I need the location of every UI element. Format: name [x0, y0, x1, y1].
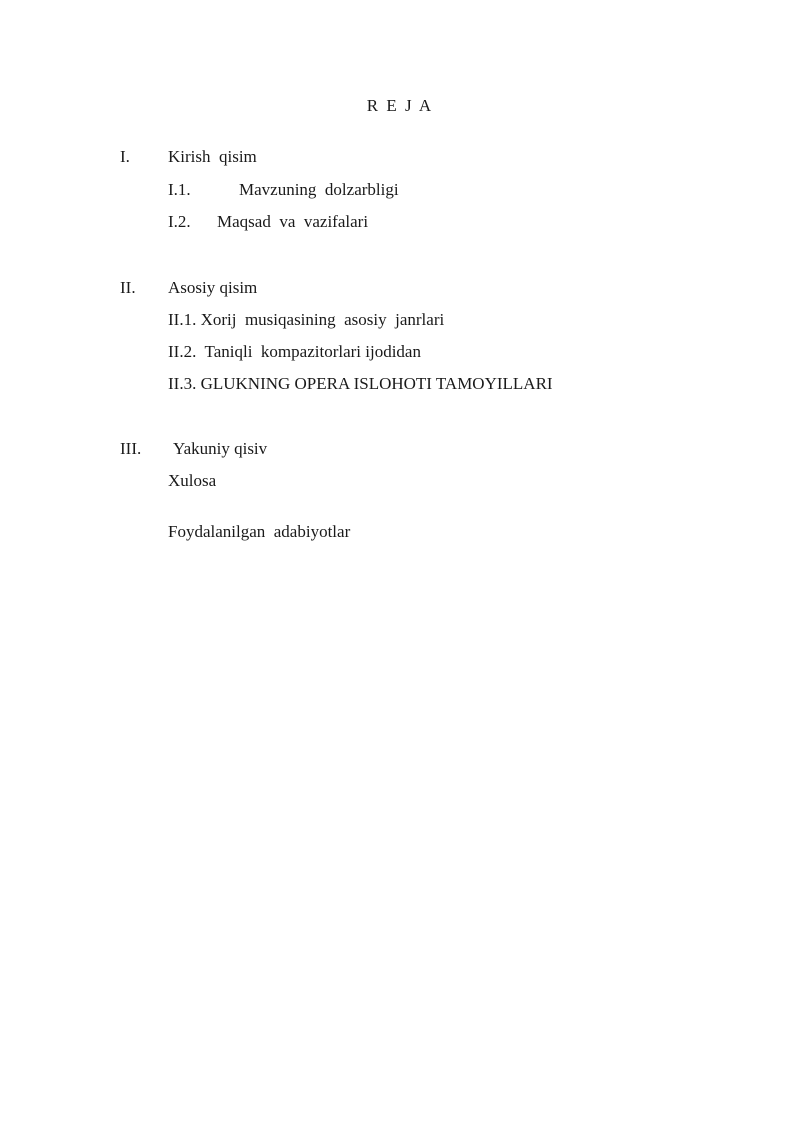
subsection-text-2-3: II.3. GLUKNING OPERA ISLOHOTI TAMOYILLARI	[168, 374, 553, 393]
section-heading-3: Yakuniy qisiv	[173, 439, 268, 458]
subsection-text-2-2: II.2. Taniqli kompazitorlari ijodidan	[168, 342, 421, 361]
conclusion-item: Xulosa	[168, 471, 217, 490]
subsection-number-1-1: I.1.	[168, 180, 191, 199]
subsection-number-1-2: I.2.	[168, 212, 191, 231]
subsection-text-2-1: II.1. Xorij musiqasining asosiy janrlari	[168, 310, 445, 329]
bibliography-item: Foydalanilgan adabiyotlar	[168, 522, 351, 541]
section-number-1: I.	[120, 147, 130, 166]
section-number-3: III.	[120, 439, 142, 458]
subsection-text-1-2: Maqsad va vazifalari	[217, 212, 369, 231]
section-heading-1: Kirish qisim	[168, 147, 257, 166]
subsection-text-1-1: Mavzuning dolzarbligi	[239, 180, 399, 199]
section-number-2: II.	[120, 278, 136, 297]
section-heading-2: Asosiy qisim	[168, 278, 258, 297]
page-title: R E J A	[366, 96, 434, 115]
